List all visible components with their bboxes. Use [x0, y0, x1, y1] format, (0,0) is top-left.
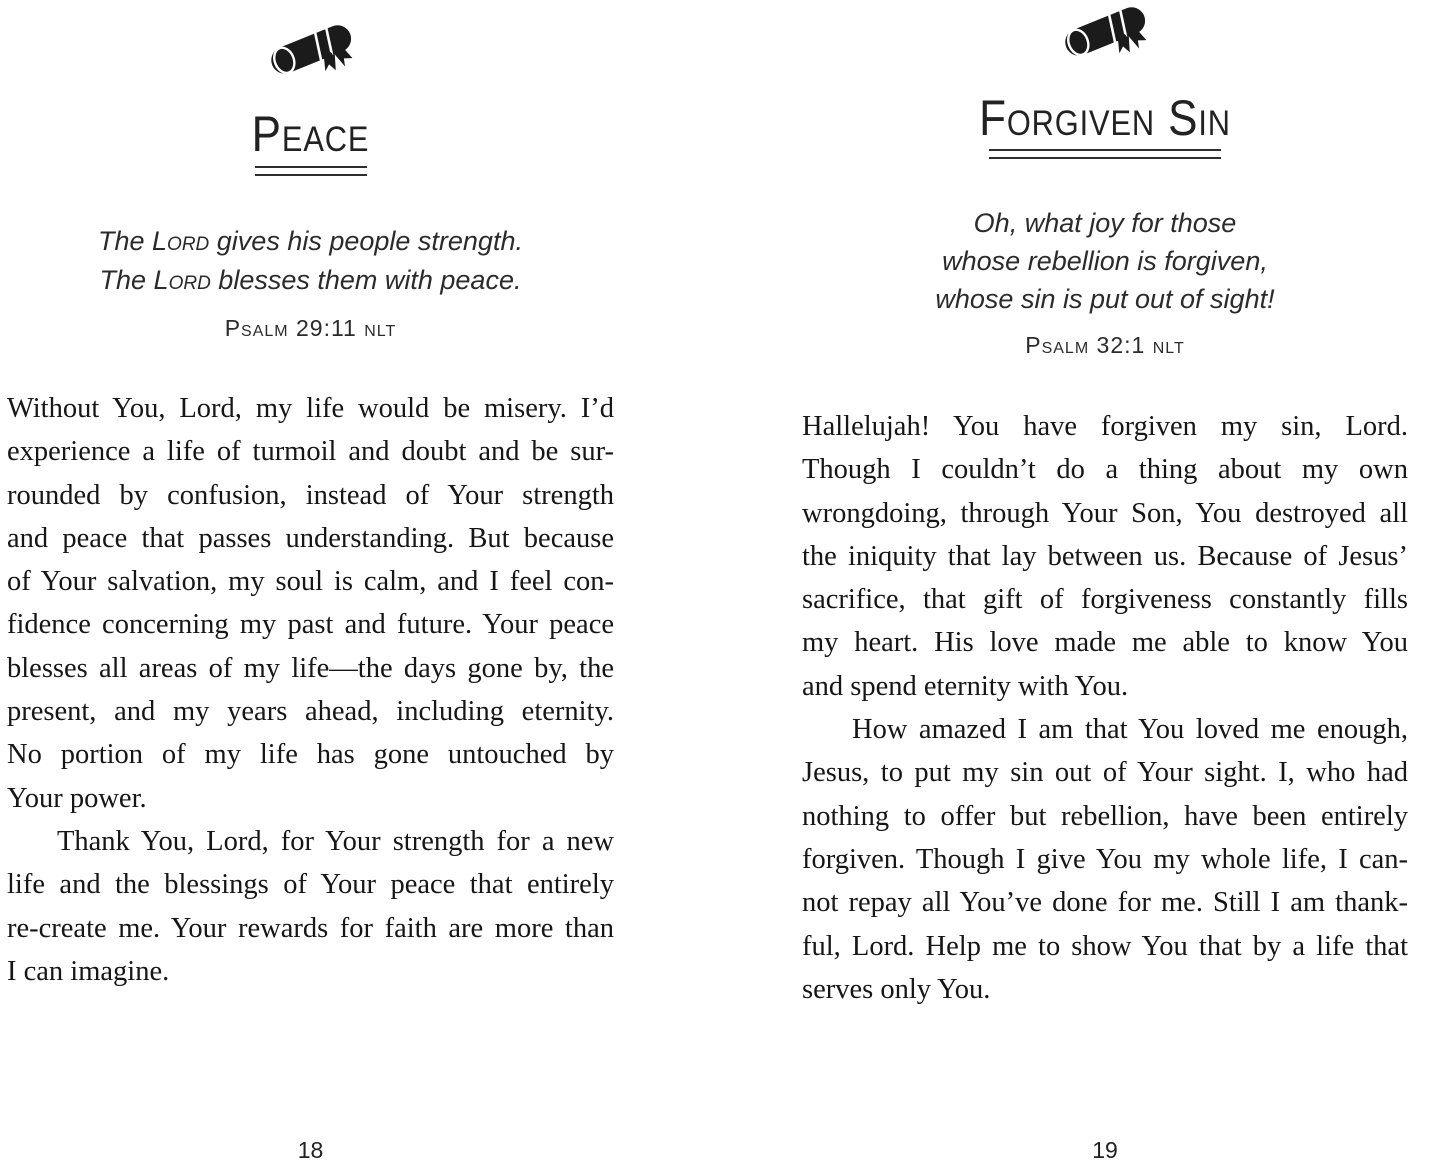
body-line: wrongdoing, through Your Son, You destroyed all — [802, 497, 1408, 529]
verse-line: Oh, what joy for those — [973, 208, 1237, 238]
devotional-text — [7, 387, 614, 993]
verse-text: gives his people strength. — [209, 226, 523, 256]
body-line: and spend eternity with You. — [802, 670, 1129, 702]
right-page — [802, 0, 1408, 1172]
chapter-title: Peace — [251, 106, 370, 162]
body-line: my heart. His love made me able to know You — [802, 627, 1408, 659]
body-line: ful, Lord. Help me to show You that by a life that — [802, 930, 1408, 962]
body-line: How amazed I am that You loved me enough, — [852, 714, 1408, 746]
body-line: blesses all areas of my life—the days gone by, the — [7, 652, 614, 684]
left-page — [7, 0, 614, 1172]
body-line: the iniquity that lay between us. Because of Jesus’ — [802, 540, 1408, 572]
body-line: experience a life of turmoil and doubt and be sur- — [7, 436, 614, 468]
verse-lord-smallcaps: Lord — [152, 226, 210, 256]
verse-line — [7, 261, 614, 300]
body-line: rounded by confusion, instead of Your strength — [7, 479, 614, 511]
verse-text: The — [99, 265, 154, 295]
verse-line: whose sin is put out of sight! — [935, 284, 1275, 314]
body-line: Hallelujah! You have forgiven my sin, Lord. — [802, 411, 1408, 442]
title-rule — [989, 149, 1221, 159]
chapter-title: Forgiven Sin — [979, 90, 1231, 146]
verse-reference: Psalm 32:1 nlt — [1025, 332, 1185, 358]
verse-text: The — [98, 226, 153, 256]
body-line: I can imagine. — [7, 955, 170, 987]
body-line: Without You, Lord, my life would be misery. I’d — [7, 393, 614, 424]
body-line: re-create me. Your rewards for faith are more than — [7, 912, 614, 944]
body-line: life and the blessings of Your peace that entirely — [7, 869, 614, 901]
body-line: and peace that passes understanding. But because — [7, 522, 614, 554]
verse-reference: Psalm 29:11 nlt — [224, 315, 397, 341]
body-line: fidence concerning my past and future. Your peace — [7, 609, 614, 641]
body-line: forgiven. Though I give You my whole life, I can- — [802, 843, 1408, 875]
verse-quote — [7, 222, 614, 300]
body-line: nothing to offer but rebellion, have been entirely — [802, 800, 1408, 832]
body-line: Your power. — [7, 782, 147, 814]
page-number: 19 — [1092, 1137, 1118, 1163]
body-line: Though I couldn’t do a thing about my own — [802, 454, 1408, 486]
verse-quote — [802, 204, 1408, 318]
verse-line — [7, 222, 614, 261]
body-line: Thank You, Lord, for Your strength for a new — [57, 825, 614, 857]
body-line: not repay all You’ve done for me. Still I am thank- — [802, 887, 1408, 919]
title-rule — [255, 166, 367, 176]
body-line: Jesus, to put my sin out of Your sight. I, who had — [802, 757, 1408, 789]
body-line: present, and my years ahead, including eternity. — [7, 696, 614, 728]
scroll-icon — [7, 14, 614, 89]
body-line: of Your salvation, my soul is calm, and I feel con- — [7, 566, 614, 598]
body-line: serves only You. — [802, 973, 991, 1005]
devotional-text — [802, 405, 1408, 1011]
scroll-icon — [802, 0, 1408, 71]
body-line: No portion of my life has gone untouched by — [7, 739, 614, 771]
body-line: sacrifice, that gift of forgiveness constantly fills — [802, 584, 1408, 616]
verse-line: whose rebellion is forgiven, — [942, 246, 1268, 276]
verse-lord-smallcaps: Lord — [153, 265, 211, 295]
verse-text: blesses them with peace. — [210, 265, 522, 295]
page-number: 18 — [297, 1137, 324, 1163]
